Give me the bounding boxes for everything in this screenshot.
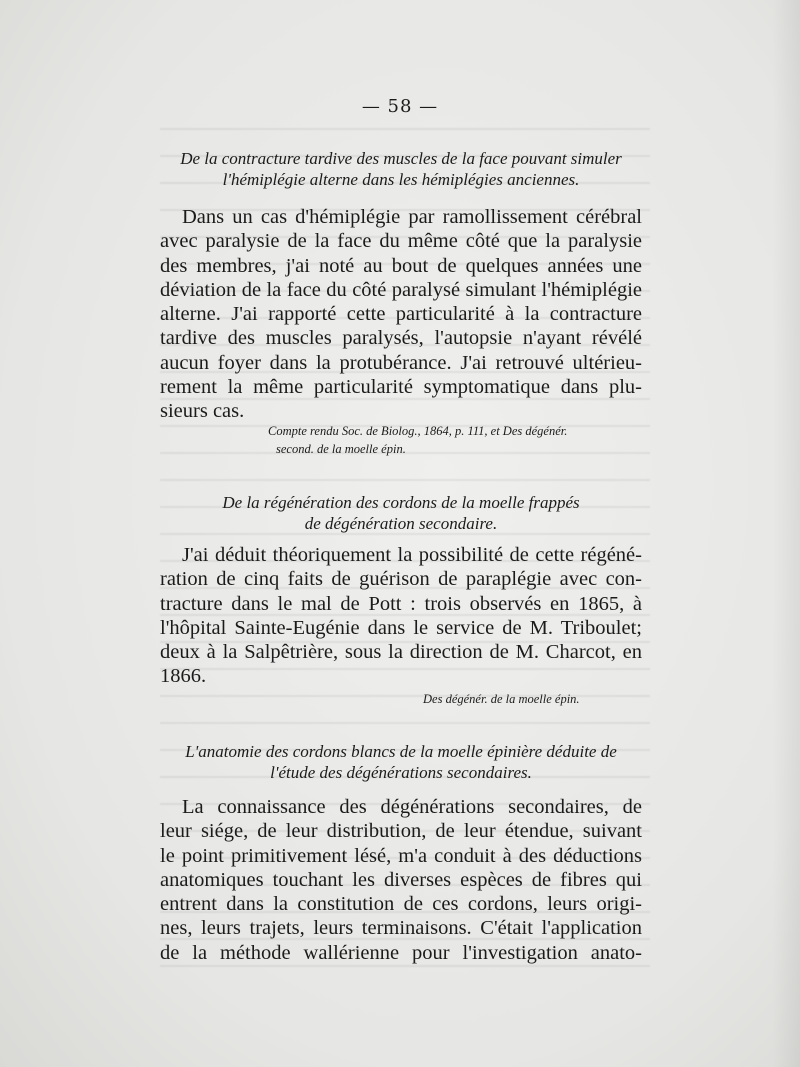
paragraph-line: Dans un cas d'hémiplégie par ramollissement cérébral [182,206,642,228]
paragraph-line: sieurs cas. [160,400,245,423]
paragraph-line: rement la même particularité symptomatique dans plu- [160,376,642,399]
paragraph-line: nes, leurs trajets, leurs terminaisons. C'était l'application [160,917,642,940]
section3-heading [160,741,642,783]
section1-paragraph [160,205,642,424]
paragraph-line: tracture dans le mal de Pott : trois observés en 1865, à [160,592,642,615]
paragraph-line: avec paralysie de la face du même côté que la paralysie [160,230,642,253]
paragraph-line: ration de cinq faits de guérison de paraplégie avec con- [160,568,642,591]
section2-heading-line: de dégénération secondaire. [304,514,498,533]
paragraph-line: déviation de la face du côté paralysé simulant l'hémiplégie [160,278,642,301]
citation-line: second. de la moelle épin. [276,442,406,456]
section1-heading-line: De la contracture tardive des muscles de la face pouvant simuler [180,149,622,168]
paragraph-line: entrent dans la constitution de ces cordons, leurs origi- [160,893,642,916]
paragraph-line: alterne. J'ai rapporté cette particularité à la contracture [160,303,642,326]
section2-paragraph [160,543,642,689]
citation-line: Compte rendu Soc. de Biolog., 1864, p. 111, et Des dégénér. [268,424,568,438]
paragraph-line: anatomiques touchant les diverses espèces de fibres qui [160,868,642,891]
section1-heading-line: l'hémiplégie alterne dans les hémiplégies anciennes. [222,170,580,189]
paragraph-line: tardive des muscles paralysés, l'autopsie n'ayant révélé [160,327,642,350]
section2-heading [160,492,642,534]
paragraph-line: le point primitivement lésé, m'a conduit à des déductions [160,844,642,867]
page-number: — 58 — [361,96,439,117]
section3-paragraph [160,795,642,965]
paragraph-line: deux à la Salpêtrière, sous la direction de M. Charcot, en [160,641,642,664]
paragraph-line: J'ai déduit théoriquement la possibilité de cette régéné- [182,544,642,566]
section2-heading-line: De la régénération des cordons de la moelle frappés [222,493,580,512]
paragraph-line: 1866. [160,665,207,688]
paragraph-line: des membres, j'ai noté au bout de quelques années une [160,254,642,277]
page-edge-shadow [772,0,800,1067]
section1-heading [160,148,642,190]
section2-citation: Des dégénér. de la moelle épin. [423,692,580,706]
section3-heading-line: L'anatomie des cordons blancs de la moelle épinière déduite de [185,742,617,761]
paragraph-line: aucun foyer dans la protubérance. J'ai retrouvé ultérieu- [160,351,642,374]
section3-heading-line: l'étude des dégénérations secondaires. [270,763,532,782]
paragraph-line: l'hôpital Sainte-Eugénie dans le service de M. Triboulet; [160,616,642,639]
paragraph-line: de la méthode wallérienne pour l'investigation anato- [160,941,642,964]
paragraph-line: leur siége, de leur distribution, de leur étendue, suivant [160,820,642,843]
paragraph-line: La connaissance des dégénérations secondaires, de [182,796,642,818]
section1-citation [268,422,567,458]
